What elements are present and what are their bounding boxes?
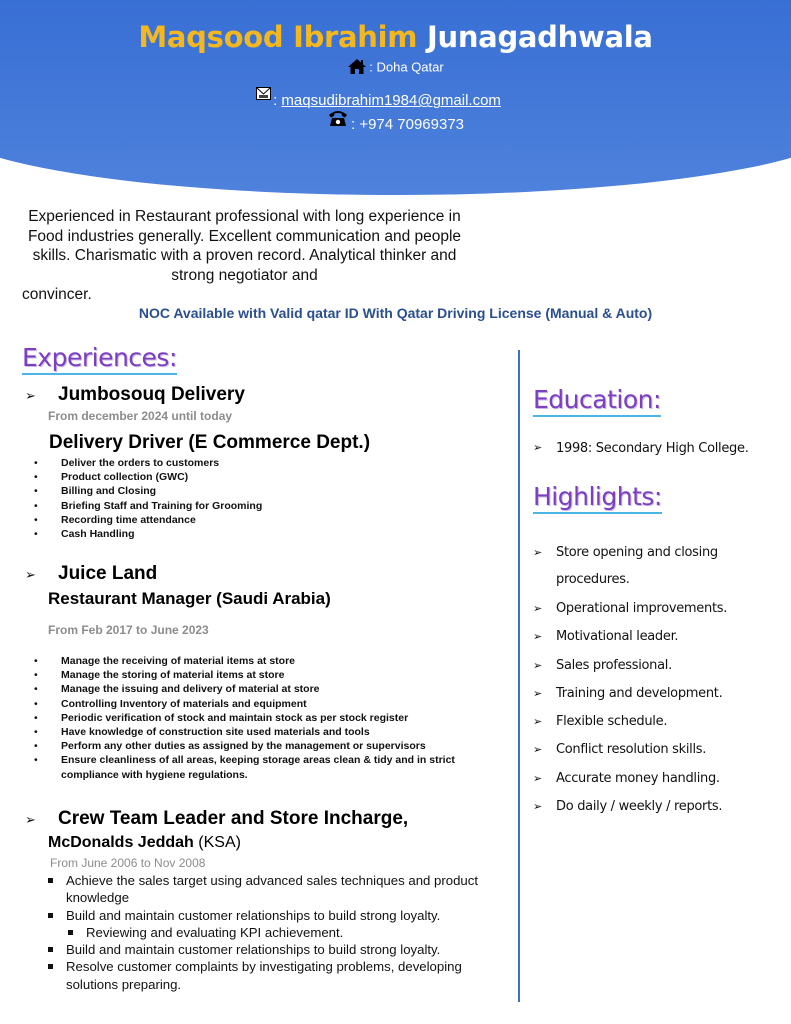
education-list — [533, 441, 783, 456]
arrowhead-bullet-icon: ➢ — [533, 715, 542, 729]
arrowhead-bullet-icon: ➢ — [533, 441, 542, 454]
list-item — [533, 441, 783, 456]
arrowhead-bullet-icon: ➢ — [533, 658, 542, 672]
job-role: McDonalds Jeddah — [48, 834, 194, 851]
arrowhead-bullet-icon: ➢ — [533, 546, 542, 559]
email-prefix: : — [273, 92, 282, 109]
highlight-text: Accurate money handling. — [556, 770, 720, 786]
arrowhead-bullet-icon: ➢ — [25, 812, 36, 827]
list-item — [533, 652, 748, 680]
list-item: • Recording time attendance — [34, 513, 514, 527]
experiences-heading: Experiences: — [22, 343, 177, 372]
job-date: From december 2024 until today — [48, 409, 233, 423]
list-item: • Manage the issuing and delivery of material at store — [34, 682, 504, 696]
list-item: Build and maintain customer relationships to build strong loyalty. — [45, 941, 505, 958]
telephone-icon — [327, 109, 349, 131]
highlight-text: Training and development. — [556, 685, 723, 701]
envelope-icon — [256, 87, 271, 104]
highlight-text: Do daily / weekly / reports. — [556, 799, 723, 815]
job-role: Delivery Driver (E Commerce Dept.) — [49, 432, 371, 453]
job-duties-list — [34, 654, 504, 782]
list-item: • Controlling Inventory of materials and equipment — [34, 697, 504, 711]
job-duties-list — [34, 456, 514, 541]
highlight-text: Flexible schedule. — [556, 714, 668, 730]
list-item: • Billing and Closing — [34, 484, 514, 498]
list-item: Achieve the sales target using advanced sales techniques and product knowledge — [45, 872, 505, 907]
job-company: Crew Team Leader and Store Incharge, — [58, 808, 409, 829]
phone-text: : +974 70969373 — [350, 115, 465, 133]
job-company: Juice Land — [58, 563, 158, 584]
list-item: • Cash Handling — [34, 527, 514, 541]
name-last: Junagadhwala — [427, 20, 653, 54]
list-item: Reviewing and evaluating KPI achievement. — [45, 924, 505, 941]
list-item — [533, 736, 748, 764]
job-role: Restaurant Manager (Saudi Arabia) — [48, 589, 331, 608]
list-item — [533, 539, 748, 593]
arrowhead-bullet-icon: ➢ — [25, 388, 36, 403]
job-role-suffix: (KSA) — [198, 834, 241, 851]
list-item: • Have knowledge of construction site used materials and tools — [34, 725, 504, 739]
education-item-text: 1998: Secondary High College. — [556, 441, 749, 456]
list-item — [533, 595, 748, 623]
arrowhead-bullet-icon: ➢ — [533, 771, 542, 785]
list-item: • Briefing Staff and Training for Grooming — [34, 499, 514, 513]
list-item: • Periodic verification of stock and maintain stock as per stock register — [34, 711, 504, 725]
job-date: From Feb 2017 to June 2023 — [48, 623, 209, 637]
home-icon — [347, 58, 367, 78]
list-item: Resolve customer complaints by investigating problems, developing solutions preparing. — [45, 958, 505, 993]
list-item: • Perform any other duties as assigned by the management or supervisors — [34, 739, 504, 753]
list-item — [533, 680, 748, 708]
arrowhead-bullet-icon: ➢ — [533, 686, 542, 700]
list-item — [533, 793, 748, 821]
arrowhead-bullet-icon: ➢ — [533, 800, 542, 814]
highlight-text: Sales professional. — [556, 657, 672, 673]
summary-text: Experienced in Restaurant professional with long experience in Food industries generally. Excellent communication and people skills. Charismatic with a proven record. Analytical thinker and strong negotiator and — [27, 208, 462, 284]
job-date: From June 2006 to Nov 2008 — [50, 856, 206, 870]
highlight-text: Motivational leader. — [556, 629, 679, 645]
location-text: : Doha Qatar — [369, 59, 444, 75]
arrowhead-bullet-icon: ➢ — [533, 743, 542, 757]
profile-summary — [22, 207, 467, 305]
summary-last-line: convincer. — [22, 286, 92, 303]
highlights-heading: Highlights: — [533, 482, 662, 511]
list-item: • Manage the receiving of material items at store — [34, 654, 504, 668]
arrowhead-bullet-icon: ➢ — [25, 567, 36, 582]
job-role-line — [48, 834, 241, 852]
highlight-text: Store opening and closing procedures. — [556, 545, 718, 587]
highlight-text: Operational improvements. — [556, 601, 728, 616]
noc-statement: NOC Available with Valid qatar ID With Qatar Driving License (Manual & Auto) — [138, 305, 653, 321]
email-link[interactable]: maqsudibrahim1984@gmail.com — [281, 92, 501, 109]
job-company: Jumbosouq Delivery — [58, 384, 245, 405]
list-item: • Deliver the orders to customers — [34, 456, 514, 470]
list-item — [533, 708, 748, 736]
candidate-name — [0, 20, 791, 54]
arrowhead-bullet-icon: ➢ — [533, 602, 542, 615]
highlight-text: Conflict resolution skills. — [556, 742, 707, 758]
job-duties-list — [45, 872, 505, 993]
name-first: Maqsood Ibrahim — [138, 20, 418, 54]
contact-email — [0, 92, 791, 110]
list-item — [533, 623, 748, 651]
arrowhead-bullet-icon: ➢ — [533, 630, 542, 644]
list-item: • Product collection (GWC) — [34, 470, 514, 484]
contact-location — [0, 58, 791, 78]
list-item: • Ensure cleanliness of all areas, keeping storage areas clean & tidy and in strict compliance with hygiene regulations. — [34, 753, 504, 781]
highlights-list — [533, 539, 748, 821]
list-item: Build and maintain customer relationships to build strong loyalty. — [45, 907, 505, 924]
column-divider — [518, 350, 520, 1002]
education-heading: Education: — [533, 385, 661, 414]
list-item: • Manage the storing of material items at store — [34, 668, 504, 682]
contact-phone — [0, 114, 791, 136]
list-item — [533, 765, 748, 793]
